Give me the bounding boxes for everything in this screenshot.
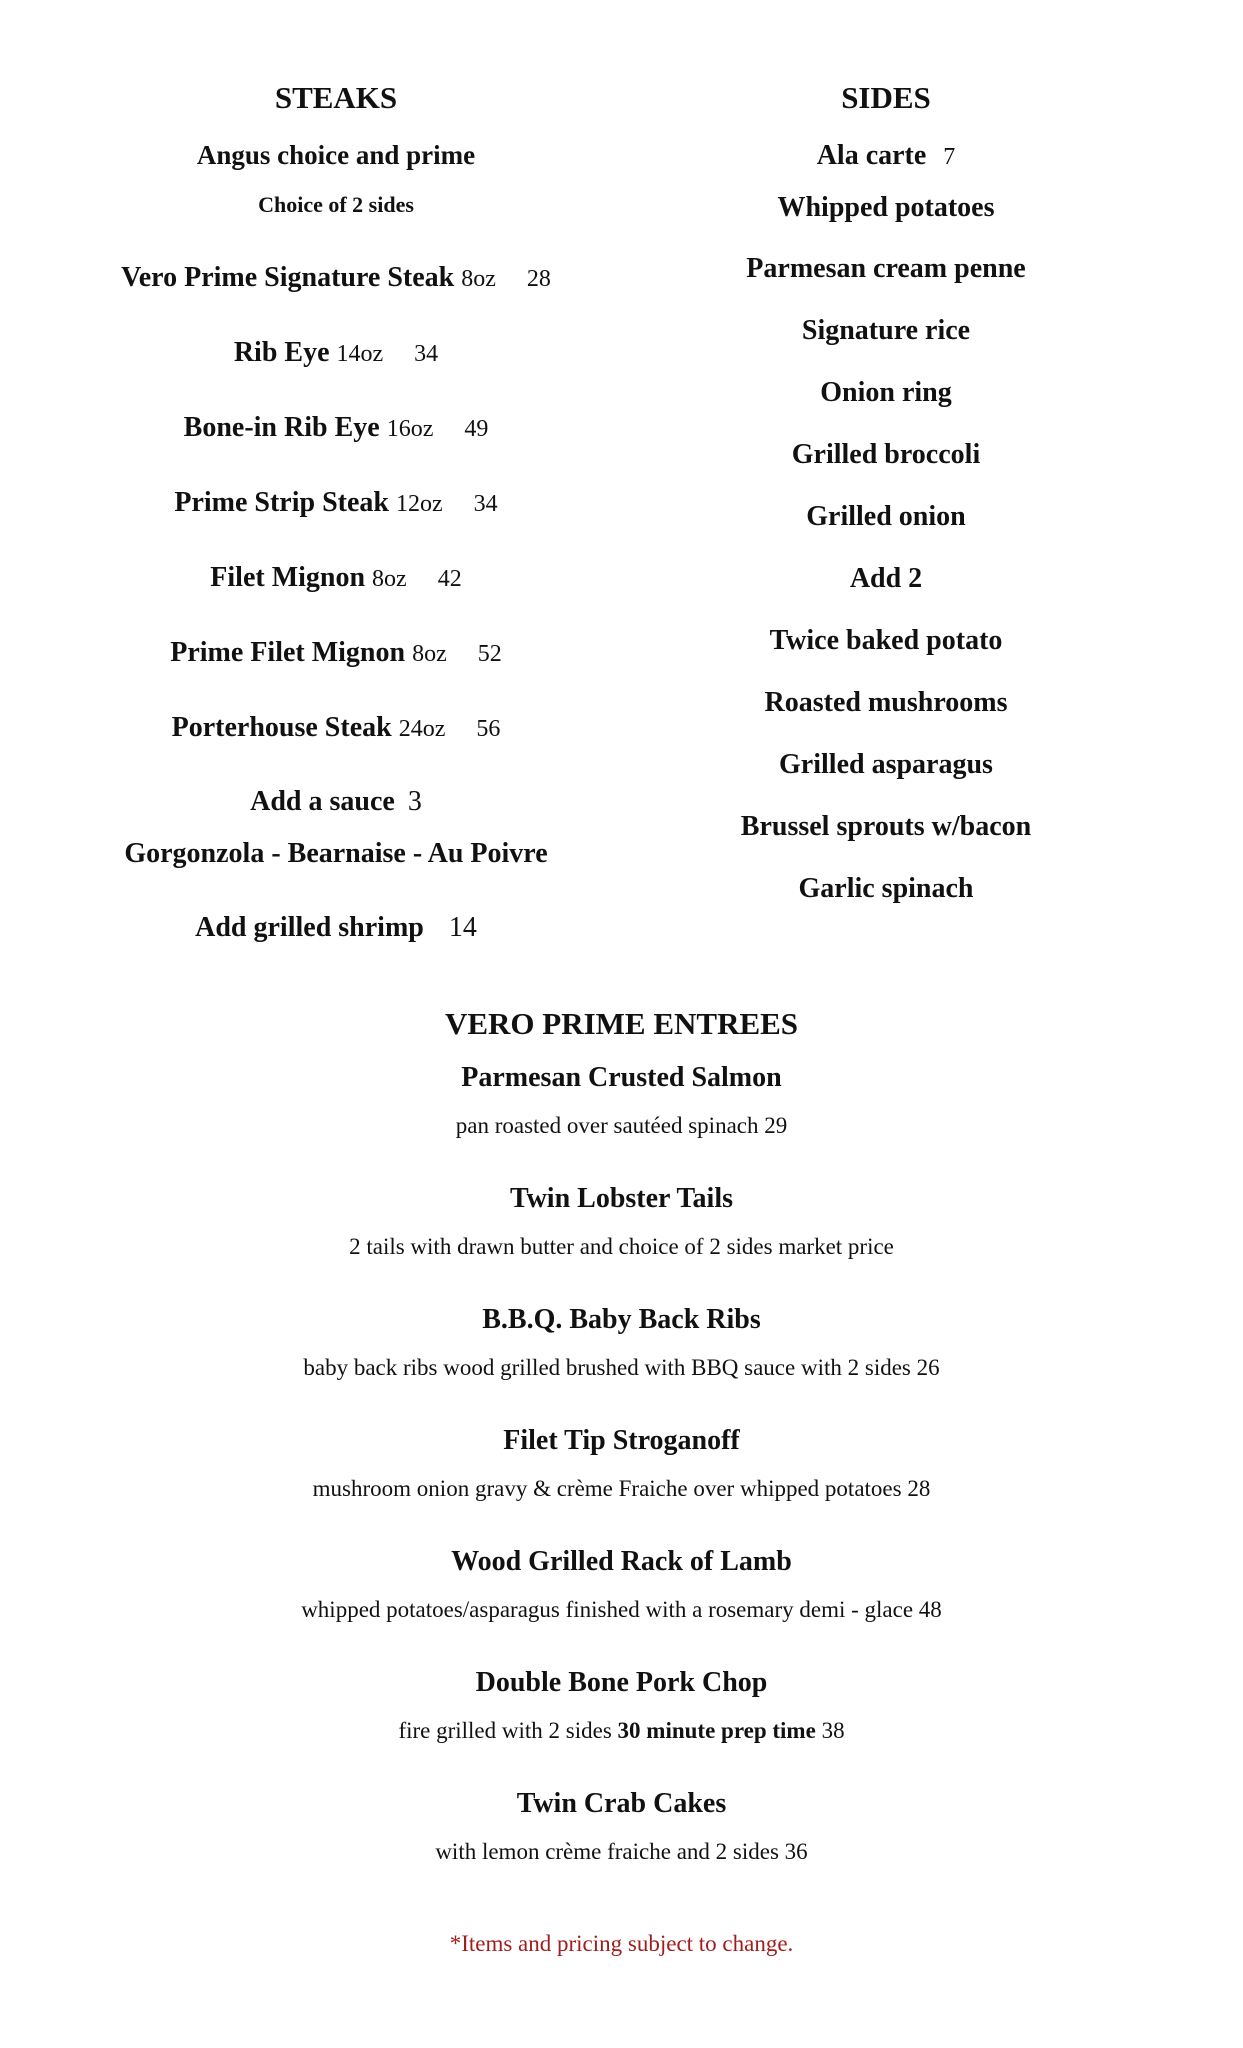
steak-name: Prime Filet Mignon [170, 637, 406, 668]
steak-price: 52 [477, 641, 502, 667]
side-item: Roasted mushrooms [764, 687, 1008, 718]
steak-item [56, 487, 616, 519]
entree-description-text: fire grilled with 2 sides [398, 1718, 618, 1743]
steaks-note: Choice of 2 sides [258, 192, 414, 217]
entree-description: with lemon crème fraiche and 2 sides 36 [435, 1839, 808, 1864]
steak-price: 34 [473, 491, 498, 517]
steak-price: 42 [437, 566, 462, 592]
side-item: Grilled broccoli [791, 439, 981, 470]
steak-size: 8oz [372, 566, 407, 592]
entree-description: whipped potatoes/asparagus finished with a rosemary demi - glace 48 [301, 1597, 942, 1622]
entrees-heading: VERO PRIME ENTREES [444, 1006, 799, 1041]
side-item: Brussel sprouts w/bacon [740, 811, 1032, 842]
prep-time-note: 30 minute prep time [617, 1718, 816, 1743]
entree-description: 2 tails with drawn butter and choice of 2 sides market price [349, 1234, 894, 1259]
steak-name: Porterhouse Steak [171, 712, 392, 743]
steak-item [56, 712, 616, 744]
steak-price: 56 [476, 716, 501, 742]
steaks-heading: STEAKS [274, 80, 398, 115]
ala-carte-line [606, 140, 1166, 172]
side-item: Twice baked potato [769, 625, 1003, 656]
steak-size: 12oz [395, 491, 443, 517]
steak-price: 34 [414, 341, 439, 367]
pricing-disclaimer: *Items and pricing subject to change. [449, 1931, 794, 1956]
steak-size: 14oz [336, 341, 384, 367]
entree-name: B.B.Q. Baby Back Ribs [482, 1304, 761, 1335]
side-item: Onion ring [820, 377, 952, 408]
sauce-options [56, 838, 616, 870]
side-item: Whipped potatoes [777, 192, 995, 223]
add-sauce-label: Add a sauce [250, 786, 395, 817]
steak-size: 16oz [386, 416, 434, 442]
entree-description: mushroom onion gravy & crème Fraiche over whipped potatoes 28 [312, 1476, 931, 1501]
steak-item [56, 637, 616, 669]
steak-name: Prime Strip Steak [174, 487, 389, 518]
side-item: Signature rice [801, 315, 971, 346]
steaks-subheading: Angus choice and prime [196, 140, 476, 170]
steak-size: 8oz [461, 266, 496, 292]
steak-name: Vero Prime Signature Steak [121, 262, 455, 293]
steak-item [56, 412, 616, 444]
steak-name: Bone-in Rib Eye [183, 412, 380, 443]
add-shrimp-price: 14 [448, 912, 477, 943]
add-shrimp-line [56, 912, 616, 944]
entree-name: Wood Grilled Rack of Lamb [451, 1546, 792, 1577]
steak-name: Filet Mignon [210, 562, 366, 593]
steak-size: 8oz [412, 641, 447, 667]
add-sauce-line [56, 786, 616, 818]
steak-size: 24oz [398, 716, 446, 742]
add-shrimp-label: Add grilled shrimp [195, 912, 424, 943]
side-item: Garlic spinach [798, 873, 974, 904]
side-item: Parmesan cream penne [746, 253, 1026, 284]
entree-name: Twin Crab Cakes [516, 1788, 727, 1819]
side-item: Grilled asparagus [779, 749, 993, 780]
add-2-label: Add 2 [849, 563, 923, 594]
steak-name: Rib Eye [233, 337, 330, 368]
steak-price: 28 [526, 266, 551, 292]
ala-carte-label: Ala carte [816, 140, 927, 171]
entree-name: Twin Lobster Tails [509, 1183, 734, 1214]
entree-price-text: 38 [815, 1718, 845, 1743]
sides-heading: SIDES [841, 80, 931, 115]
entree-description: pan roasted over sautéed spinach 29 [455, 1113, 788, 1138]
entree-name: Double Bone Pork Chop [475, 1667, 768, 1698]
steak-price: 49 [464, 416, 489, 442]
ala-carte-price: 7 [943, 144, 956, 170]
steak-item [56, 337, 616, 369]
steak-item [56, 262, 616, 294]
side-item: Grilled onion [806, 501, 966, 532]
entree-description: baby back ribs wood grilled brushed with BBQ sauce with 2 sides 26 [303, 1355, 940, 1380]
entree-name: Parmesan Crusted Salmon [461, 1062, 782, 1093]
steak-item [56, 562, 616, 594]
entree-description [0, 1718, 1243, 1744]
entree-name: Filet Tip Stroganoff [503, 1425, 740, 1456]
add-sauce-price: 3 [407, 786, 422, 817]
sauce-list: Gorgonzola - Bearnaise - Au Poivre [124, 838, 548, 869]
